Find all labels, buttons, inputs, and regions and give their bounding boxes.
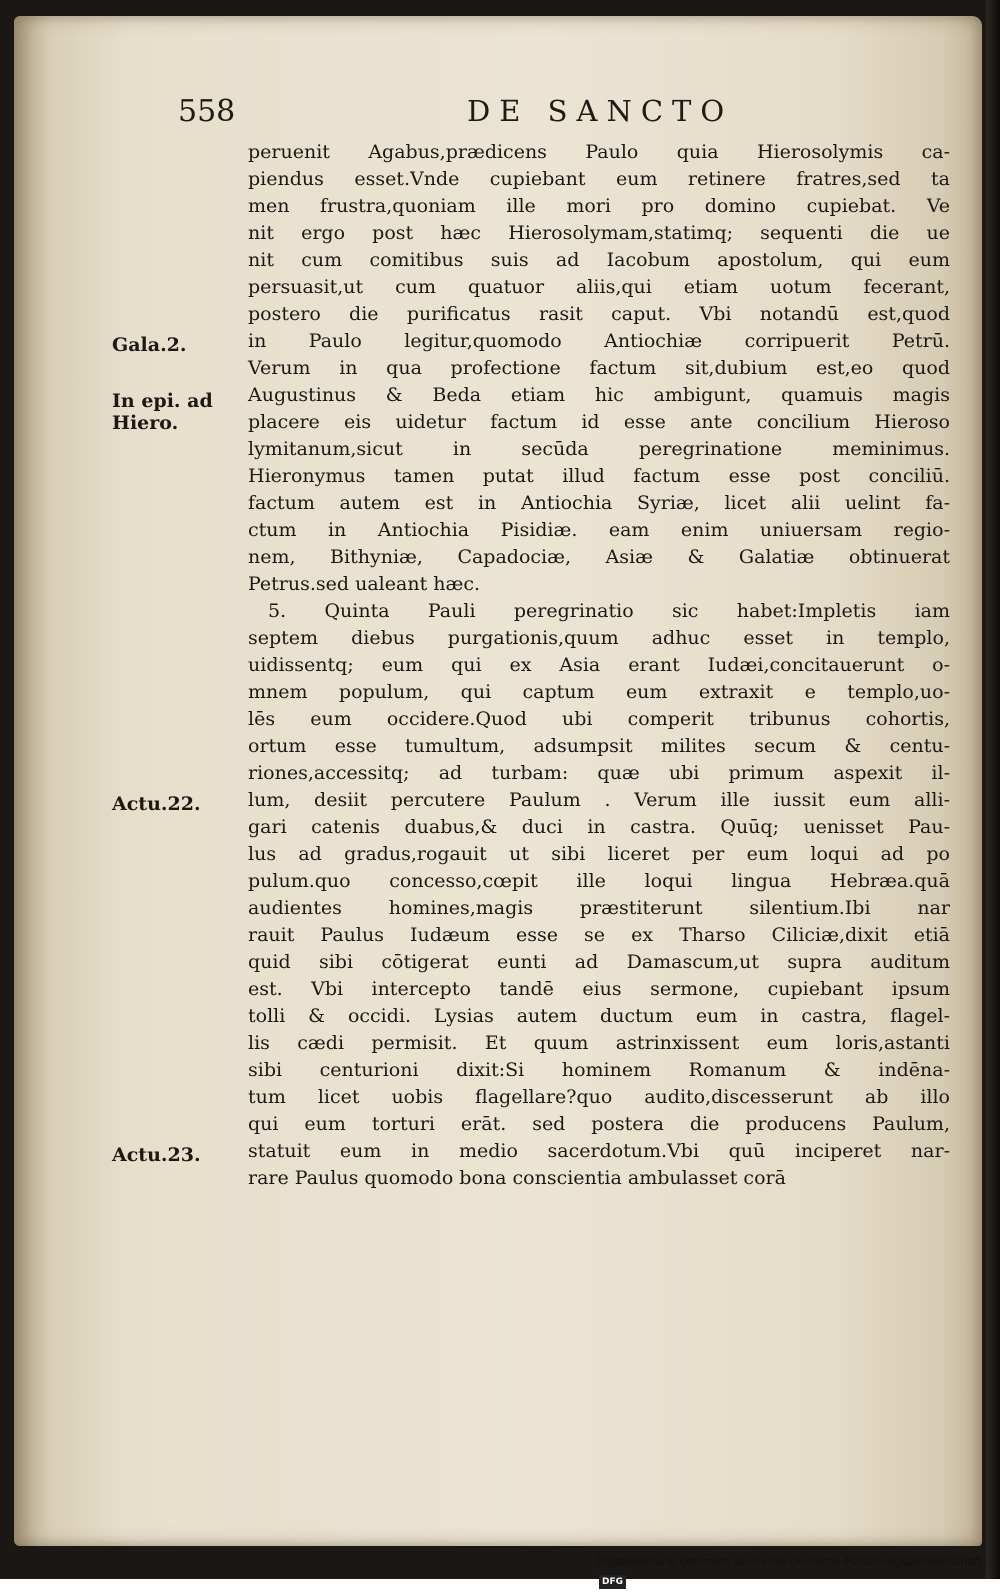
- text-line: Verum in qua profectione factum sit,dubium est,eo quod: [248, 357, 950, 379]
- margin-note-epistle: In epi. ad Hiero.: [112, 390, 213, 434]
- text-line: ortum esse tumultum, adsumpsit milites secum & centu-: [248, 735, 950, 757]
- book-edge-shadow: [986, 0, 1000, 1579]
- text-line: sibi centurioni dixit:Si hominem Romanum & indēna-: [248, 1059, 950, 1081]
- text-line: rare Paulus quomodo bona conscientia ambulasset corā: [248, 1167, 786, 1189]
- text-line: statuit eum in medio sacerdotum.Vbi quū inciperet nar-: [248, 1140, 950, 1162]
- text-line: Augustinus & Beda etiam hic ambigunt, quamuis magis: [248, 384, 950, 406]
- margin-note-gala: Gala.2.: [112, 334, 187, 356]
- dfg-logo: DFG: [599, 1575, 626, 1589]
- text-line: est. Vbi intercepto tandē eius sermone, cupiebant ipsum: [248, 978, 950, 1000]
- text-line: lēs eum occidere.Quod ubi comperit tribunus cohortis,: [248, 708, 950, 730]
- footer-credit: [596, 1552, 1000, 1587]
- text-line: mnem populum, qui captum eum extraxit e templo,uo-: [248, 681, 950, 703]
- text-line: pulum.quo concesso,cœpit ille loqui lingua Hebræa.quā: [248, 870, 950, 892]
- text-line: men frustra,quoniam ille mori pro domino cupiebat. Ve: [248, 195, 950, 217]
- text-line: tum licet uobis flagellare?quo audito,discesserunt ab illo: [248, 1086, 950, 1108]
- credit-text: Digitalisierung gefördert durch die Deutsche Forschungsgemeinschaft ·: [596, 1555, 989, 1568]
- text-line: peruenit Agabus,prædicens Paulo quia Hierosolymis ca-: [248, 141, 950, 163]
- text-line: tolli & occidi. Lysias autem ductum eum in castra, flagel-: [248, 1005, 950, 1027]
- text-line: lis cædi permisit. Et quum astrinxissent eum loris,astanti: [248, 1032, 950, 1054]
- text-line: Hieronymus tamen putat illud factum esse post conciliū.: [248, 465, 950, 487]
- text-line: lum, desiit percutere Paulum . Verum ille iussit eum alli-: [248, 789, 950, 811]
- text-line: uidissentq; eum qui ex Asia erant Iudæi,concitauerunt o-: [248, 654, 950, 676]
- text-line: ctum in Antiochia Pisidiæ. eam enim uniuersam regio-: [248, 519, 950, 541]
- text-line: quid sibi cōtigerat eunti ad Damascum,ut supra auditum: [248, 951, 950, 973]
- text-line: gari catenis duabus,& duci in castra. Quūq; uenisset Pau-: [248, 816, 950, 838]
- text-line: septem diebus purgationis,quum adhuc esset in templo,: [248, 627, 950, 649]
- text-line: factum autem est in Antiochia Syriæ, licet alii uelint fa-: [248, 492, 950, 514]
- text-line: postero die purificatus rasit caput. Vbi notandū est,quod: [248, 303, 950, 325]
- text-line: piendus esset.Vnde cupiebant eum retinere fratres,sed ta: [248, 168, 950, 190]
- text-line: nem, Bithyniæ, Capadociæ, Asiæ & Galatiæ obtinuerat: [248, 546, 950, 568]
- text-line: placere eis uidetur factum id esse ante concilium Hieroso: [248, 411, 950, 433]
- text-line: in Paulo legitur,quomodo Antiochiæ corripuerit Petrū.: [248, 330, 950, 352]
- text-line: lymitanum,sicut in secūda peregrinatione meminimus.: [248, 438, 950, 460]
- text-line: nit ergo post hæc Hierosolymam,statimq; sequenti die ue: [248, 222, 950, 244]
- text-line: riones,accessitq; ad turbam: quæ ubi primum aspexit il-: [248, 762, 950, 784]
- text-line: audientes homines,magis præstiterunt silentium.Ibi nar: [248, 897, 950, 919]
- margin-note-actu-22: Actu.22.: [112, 793, 201, 815]
- text-line: qui eum torturi erāt. sed postera die producens Paulum,: [248, 1113, 950, 1135]
- text-line: 5. Quinta Pauli peregrinatio sic habet:Impletis iam: [268, 600, 950, 622]
- page-number: 558: [178, 94, 236, 129]
- margin-note-actu-23: Actu.23.: [112, 1144, 201, 1166]
- text-line: nit cum comitibus suis ad Iacobum apostolum, qui eum: [248, 249, 950, 271]
- running-title: DE SANCTO: [467, 94, 734, 128]
- text-line: lus ad gradus,rogauit ut sibi liceret per eum loqui ad po: [248, 843, 950, 865]
- text-line: rauit Paulus Iudæum esse se ex Tharso Ciliciæ,dixit etiā: [248, 924, 950, 946]
- text-line: Petrus.sed ualeant hæc.: [248, 573, 481, 595]
- text-line: persuasit,ut cum quatuor aliis,qui etiam uotum fecerant,: [248, 276, 950, 298]
